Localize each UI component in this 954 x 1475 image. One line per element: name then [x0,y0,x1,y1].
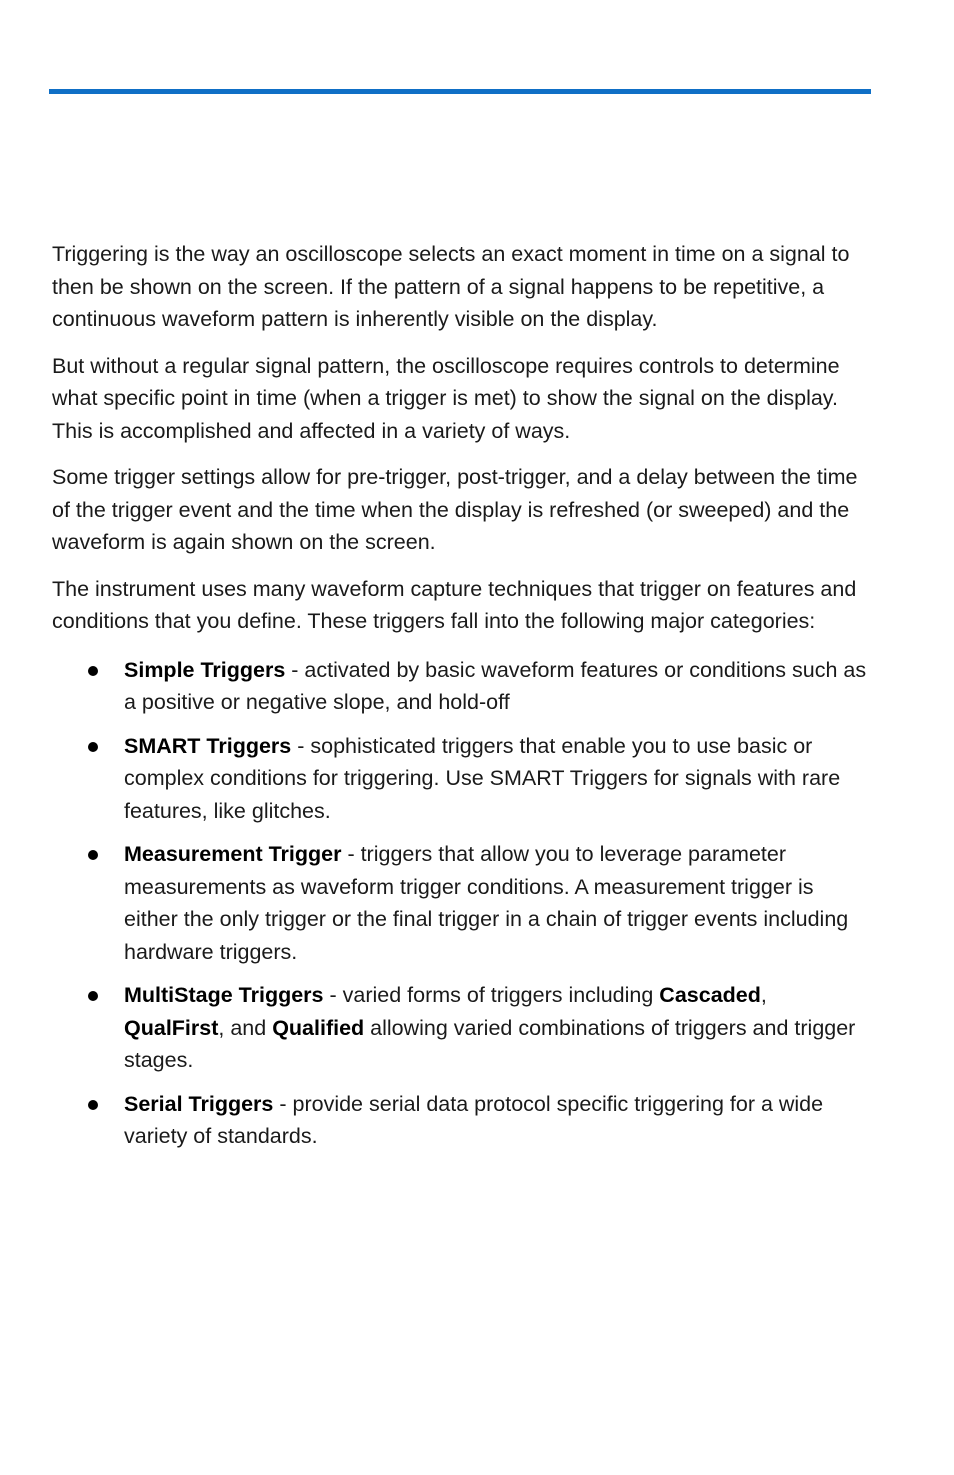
term-measurement-trigger: Measurement Trigger [124,842,342,866]
header-rule [49,89,871,94]
bullet-icon [88,850,98,860]
list-item-measurement-trigger [52,838,867,968]
bullet-icon [88,666,98,676]
term-qualified: Qualified [272,1015,365,1040]
list-item-smart-triggers [52,730,867,828]
trigger-categories-list [52,654,867,1153]
paragraph-trigger-settings: Some trigger settings allow for pre-trigger, post-trigger, and a delay between the time of the trigger event and the time when the display is refreshed (or sweeped) and the waveform is again shown on the screen. [52,465,858,554]
term-cascaded: Cascaded [659,983,761,1007]
bullet-icon [88,991,98,1001]
paragraph-intro: Triggering is the way an oscilloscope selects an exact moment in time on a signal to then be shown on the screen. If the pattern of a signal happens to be repetitive, a continuous waveform pattern is inherently visible on the display. [52,242,850,331]
description-serial-triggers: - provide serial data protocol specific triggering for a wide variety of standards. [124,1091,824,1148]
list-item-serial-triggers [52,1088,867,1153]
description-multistage-part-a: - varied forms of triggers including [323,983,660,1007]
term-serial-triggers: Serial Triggers [124,1091,274,1116]
bullet-icon [88,742,98,752]
paragraph-controls: But without a regular signal pattern, the oscilloscope requires controls to determine what specific point in time (when a trigger is met) to show the signal on the display. This is accomplished and affected in a variety of ways. [52,353,840,443]
list-item-simple-triggers [52,654,867,719]
description-multistage-part-c: , and [218,1015,273,1040]
list-item-multistage-triggers [52,979,867,1077]
term-smart-triggers: SMART Triggers [124,733,292,758]
term-simple-triggers: Simple Triggers [124,657,286,682]
term-qualfirst: QualFirst [124,1015,219,1040]
description-smart-triggers: - sophisticated triggers that enable you to use basic or complex conditions for triggering. Use SMART Triggers for signals with rare features, like glitches. [124,733,841,823]
bullet-icon [88,1100,98,1110]
description-multistage-part-b: , [760,983,767,1007]
paragraph-categories: The instrument uses many waveform capture techniques that trigger on features and conditions that you define. These triggers fall into the following major categories: [52,576,857,633]
description-measurement-trigger: - triggers that allow you to leverage parameter measurements as waveform trigger conditions. A measurement trigger is either the only trigger or the final trigger in a chain of trigger events including hardware triggers. [124,842,849,964]
document-body [52,238,867,1164]
description-multistage-part-d: allowing varied combinations of triggers and trigger stages. [124,1015,856,1072]
description-simple-triggers: - activated by basic waveform features or conditions such as a positive or negative slope, and hold-off [124,657,867,714]
term-multistage-triggers: MultiStage Triggers [124,983,324,1007]
